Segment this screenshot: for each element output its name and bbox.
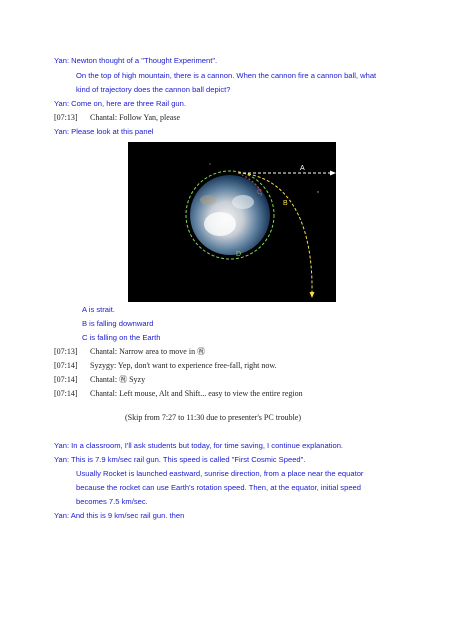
timestamp: [07:13] [54, 347, 78, 356]
text-line: Yan: Please look at this panel [54, 127, 154, 136]
skip-note: (Skip from 7:27 to 11:30 due to presenter's PC trouble) [125, 413, 302, 422]
cloud-patch [204, 212, 236, 236]
chat-text: Chantal: Left mouse, Alt and Shift... easy to view the entire region [90, 389, 303, 398]
star [209, 163, 210, 164]
text-line: A is strait. [82, 305, 115, 314]
timestamp: [07:14] [54, 375, 78, 384]
timestamp: [07:13] [54, 113, 78, 122]
figure-canvas [128, 142, 336, 302]
text-line: B is falling downward [82, 319, 154, 328]
timestamp: [07:14] [54, 361, 78, 370]
label-d: D [236, 251, 242, 258]
text-line: because the rocket can use Earth's rotation speed. Then, at the equator, initial speed [76, 483, 361, 492]
chat-line [54, 361, 277, 371]
star [317, 191, 318, 192]
text-line: Yan: In a classroom, I'll ask students but today, for time saving, I continue explanation. [54, 441, 344, 450]
text-line: Yan: This is 7.9 km/sec rail gun. This speed is called "First Cosmic Speed". [54, 455, 306, 464]
text-line: Yan: And this is 9 km/sec rail gun. then [54, 511, 185, 520]
chat-text: Syzygy: Yep, don't want to experience free-fall, right now. [90, 361, 277, 370]
text-line: Yan: Come on, here are three Rail gun. [54, 99, 186, 108]
chat-text: Chantal: Follow Yan, please [90, 113, 180, 122]
label-c: C [257, 189, 263, 196]
emoji-icon: ㊗ [119, 375, 128, 384]
text-line: Usually Rocket is launched eastward, sunrise direction, from a place near the equator [76, 469, 364, 478]
timestamp: [07:14] [54, 389, 78, 398]
label-b: B [283, 200, 288, 207]
chat-line [54, 389, 303, 399]
chat-line [54, 113, 180, 123]
text-line: Yan: Newton thought of a "Thought Experiment". [54, 56, 218, 65]
label-a: A [300, 165, 305, 172]
land-patch [200, 195, 216, 205]
emoji-icon: ㊗ [197, 347, 206, 356]
text-line: On the top of high mountain, there is a cannon. When the cannon fire a cannon ball, what [76, 71, 377, 80]
cloud-patch [232, 195, 254, 209]
text-line: C is falling on the Earth [82, 333, 161, 342]
chat-text: Chantal: Narrow area to move in [90, 347, 196, 356]
chat-line [54, 375, 145, 385]
earth-trajectory-figure [128, 142, 336, 302]
text-line: kind of trajectory does the cannon ball depict? [76, 85, 231, 94]
chat-text: Chantal: [90, 375, 118, 384]
chat-line [54, 347, 205, 357]
chat-text: Syzy [129, 375, 146, 384]
text-line: becomes 7.5 km/sec. [76, 497, 148, 506]
